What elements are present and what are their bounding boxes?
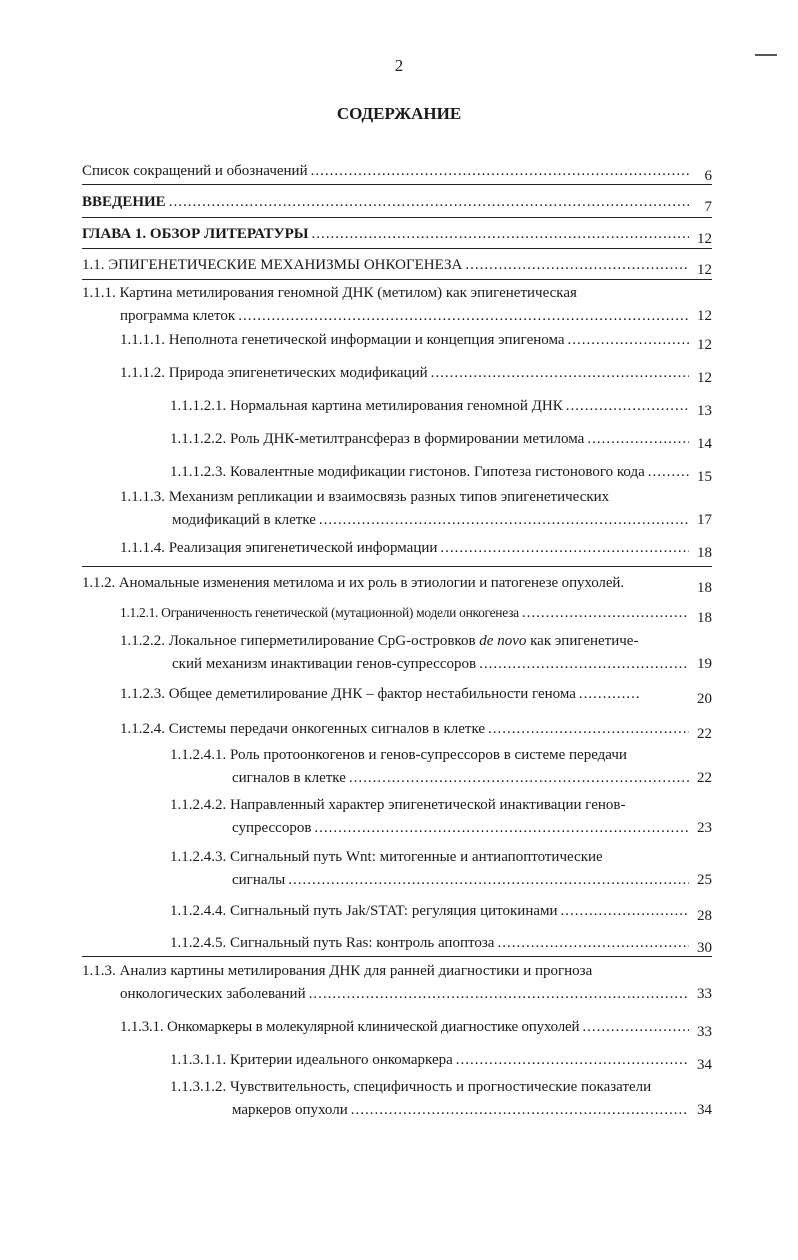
leader-dots	[319, 511, 689, 530]
toc-entry-text-cont: ский механизм инактивации генов-супрессоров	[172, 656, 477, 672]
toc-entry-text: 1.1.2.4.3. Сигнальный путь Wnt: митогенные и антиапоптотические	[170, 849, 603, 865]
leader-dots	[648, 463, 689, 482]
toc-entry-text: 1.1.1.4. Реализация эпигенетической информации	[120, 540, 438, 556]
toc-entry-page: 23	[697, 820, 712, 836]
toc-entry[interactable]	[170, 1078, 712, 1120]
rule	[82, 956, 712, 957]
toc-entry-page: 12	[697, 262, 712, 278]
toc-entry-page: 34	[697, 1102, 712, 1118]
toc-entry[interactable]	[82, 162, 712, 184]
toc-entry-text: 1.1.2.2. Локальное гиперметилирование CpG-островков	[120, 633, 476, 649]
leader-dots	[479, 655, 689, 674]
scan-mark	[755, 54, 777, 56]
toc-entry-page: 14	[697, 436, 712, 452]
leader-dots	[497, 934, 689, 953]
toc-entry-text: 1.1.2.1. Ограниченность генетической (мутационной) модели онкогенеза	[120, 605, 519, 620]
toc-entry[interactable]	[120, 364, 712, 386]
leader-dots	[312, 225, 689, 244]
toc-entry[interactable]	[170, 848, 712, 890]
leader-dots	[456, 1051, 689, 1070]
toc-entry[interactable]	[120, 1018, 712, 1040]
toc-entry-text: 1.1. ЭПИГЕНЕТИЧЕСКИЕ МЕХАНИЗМЫ ОНКОГЕНЕЗА	[82, 257, 463, 273]
toc-entry-page: 15	[697, 469, 712, 485]
toc-entry-page: 7	[704, 199, 712, 215]
toc-entry[interactable]	[170, 746, 712, 788]
toc-entry[interactable]	[120, 632, 712, 674]
toc-entry-text-cont: маркеров опухоли	[232, 1102, 348, 1118]
toc-entry[interactable]	[120, 331, 712, 353]
toc-entry-text: ВВЕДЕНИЕ	[82, 194, 166, 210]
leader-dots	[169, 193, 689, 212]
toc-entry[interactable]	[120, 603, 712, 626]
toc-entry-text-tail: как эпигенетиче-	[530, 633, 639, 649]
leader-dots	[566, 397, 689, 416]
toc-entry-page: 33	[697, 1024, 712, 1040]
toc-entry[interactable]	[82, 284, 712, 326]
page-number: 2	[394, 56, 404, 75]
leader-dots	[440, 539, 689, 558]
rule	[82, 248, 712, 249]
leader-dots	[587, 430, 689, 449]
toc-entry-page: 22	[697, 726, 712, 742]
toc-entry[interactable]	[120, 488, 712, 530]
toc-entry-text: 1.1.3.1.2. Чувствительность, специфичность и прогностические показатели	[170, 1079, 652, 1095]
toc-entry-page: 13	[697, 403, 712, 419]
toc-entry-page: 12	[697, 370, 712, 386]
toc-entry[interactable]	[120, 720, 712, 742]
leader-dots	[288, 871, 689, 890]
toc-entry[interactable]	[170, 430, 712, 452]
toc-entry-page: 18	[697, 545, 712, 561]
toc-entry[interactable]	[170, 463, 712, 485]
toc-entry[interactable]	[170, 934, 712, 956]
toc-entry[interactable]	[82, 193, 712, 215]
toc-entry-text: 1.1.1.2. Природа эпигенетических модификаций	[120, 365, 428, 381]
toc-entry-text: 1.1.2.4.5. Сигнальный путь Ras: контроль апоптоза	[170, 935, 495, 951]
leader-dots	[465, 256, 689, 275]
toc-entry-text: 1.1.3. Анализ картины метилирования ДНК для ранней диагностики и прогноза	[82, 963, 593, 979]
toc-entry[interactable]	[170, 796, 712, 838]
toc-entry-text: 1.1.1.3. Механизм репликации и взаимосвязь разных типов эпигенетических	[120, 489, 610, 505]
toc-entry[interactable]	[82, 256, 712, 278]
toc-entry-page: 6	[704, 168, 712, 184]
toc-entry-page: 33	[697, 986, 712, 1002]
toc-entry-page: 12	[697, 231, 712, 247]
toc-entry-text: 1.1.1. Картина метилирования геномной ДНК (метилом) как эпигенетическая	[82, 285, 577, 301]
toc-entry-text-cont: онкологических заболеваний	[120, 986, 306, 1002]
toc-entry-text-cont: супрессоров	[232, 820, 312, 836]
toc-entry-text: 1.1.2.4.1. Роль протоонкогенов и генов-супрессоров в системе передачи	[170, 747, 627, 763]
toc-entry[interactable]	[120, 685, 712, 707]
rule	[82, 217, 712, 218]
toc-entry[interactable]	[120, 539, 712, 561]
toc-entry-page: 19	[697, 656, 712, 672]
toc-entry-text-cont: сигналы	[232, 872, 286, 888]
toc-entry[interactable]	[170, 1051, 712, 1073]
leader-dots	[582, 1018, 689, 1037]
toc-entry[interactable]	[82, 574, 712, 596]
toc-entry[interactable]	[170, 902, 712, 924]
toc-entry-text: 1.1.2.4.4. Сигнальный путь Jak/STAT: регуляция цитокинами	[170, 903, 558, 919]
toc-entry-text: 1.1.1.2.2. Роль ДНК-метилтрансфераз в формировании метилома	[170, 431, 585, 447]
leader-dots	[351, 1101, 689, 1120]
rule	[82, 279, 712, 280]
toc-entry-text: 1.1.1.1. Неполнота генетической информации и концепция эпигенома	[120, 332, 565, 348]
toc-entry-text: 1.1.2.4. Системы передачи онкогенных сигналов в клетке	[120, 721, 486, 737]
toc-entry-page: 25	[697, 872, 712, 888]
leader-dots	[561, 902, 689, 921]
leader-dots	[522, 604, 689, 623]
toc-entry-text-cont: программа клеток	[120, 308, 236, 324]
toc-entry-page: 22	[697, 770, 712, 786]
toc-entry-text: Список сокращений и обозначений	[82, 163, 308, 179]
rule	[82, 566, 712, 567]
leader-dots	[488, 720, 689, 739]
toc-entry-text-cont: сигналов в клетке	[232, 770, 346, 786]
toc-entry-text: 1.1.2.3. Общее деметилирование ДНК – фактор нестабильности генома	[120, 686, 576, 702]
rule	[82, 184, 712, 185]
toc-entry-text-cont: модификаций в клетке	[172, 512, 316, 528]
toc-entry-page: 34	[697, 1057, 712, 1073]
toc-entry-page: 18	[697, 610, 712, 626]
toc-entry-page: 30	[697, 940, 712, 956]
toc-entry-page: 20	[697, 691, 712, 707]
leader-dots	[579, 685, 639, 704]
toc-entry-text: 1.1.3.1.1. Критерии идеального онкомаркера	[170, 1052, 453, 1068]
toc-entry-italic: de novo	[479, 633, 527, 649]
toc-entry-page: 12	[697, 308, 712, 324]
leader-dots	[309, 985, 689, 1004]
leader-dots	[238, 307, 689, 326]
toc-entry-page: 17	[697, 512, 712, 528]
toc-entry-text: 1.1.1.2.3. Ковалентные модификации гистонов. Гипотеза гистонового кода	[170, 464, 645, 480]
toc-title: СОДЕРЖАНИЕ	[336, 104, 462, 123]
leader-dots	[311, 162, 689, 181]
toc-entry-text: 1.1.3.1. Онкомаркеры в молекулярной клинической диагностике опухолей	[120, 1019, 580, 1035]
toc-entry[interactable]	[82, 225, 712, 247]
toc-entry[interactable]	[82, 962, 712, 1004]
toc-entry-text: 1.1.2. Аномальные изменения метилома и их роль в этиологии и патогенезе опухолей.	[82, 575, 624, 591]
toc-entry[interactable]	[170, 397, 712, 419]
toc-entry-text: 1.1.1.2.1. Нормальная картина метилирования геномной ДНК	[170, 398, 563, 414]
leader-dots	[431, 364, 689, 383]
leader-dots	[314, 819, 689, 838]
leader-dots	[349, 769, 689, 788]
toc-entry-text: 1.1.2.4.2. Направленный характер эпигенетической инактивации генов-	[170, 797, 626, 813]
toc-entry-page: 18	[697, 580, 712, 596]
toc-entry-text: ГЛАВА 1. ОБЗОР ЛИТЕРАТУРЫ	[82, 226, 309, 242]
leader-dots	[568, 331, 689, 350]
toc-entry-page: 28	[697, 908, 712, 924]
toc-entry-page: 12	[697, 337, 712, 353]
